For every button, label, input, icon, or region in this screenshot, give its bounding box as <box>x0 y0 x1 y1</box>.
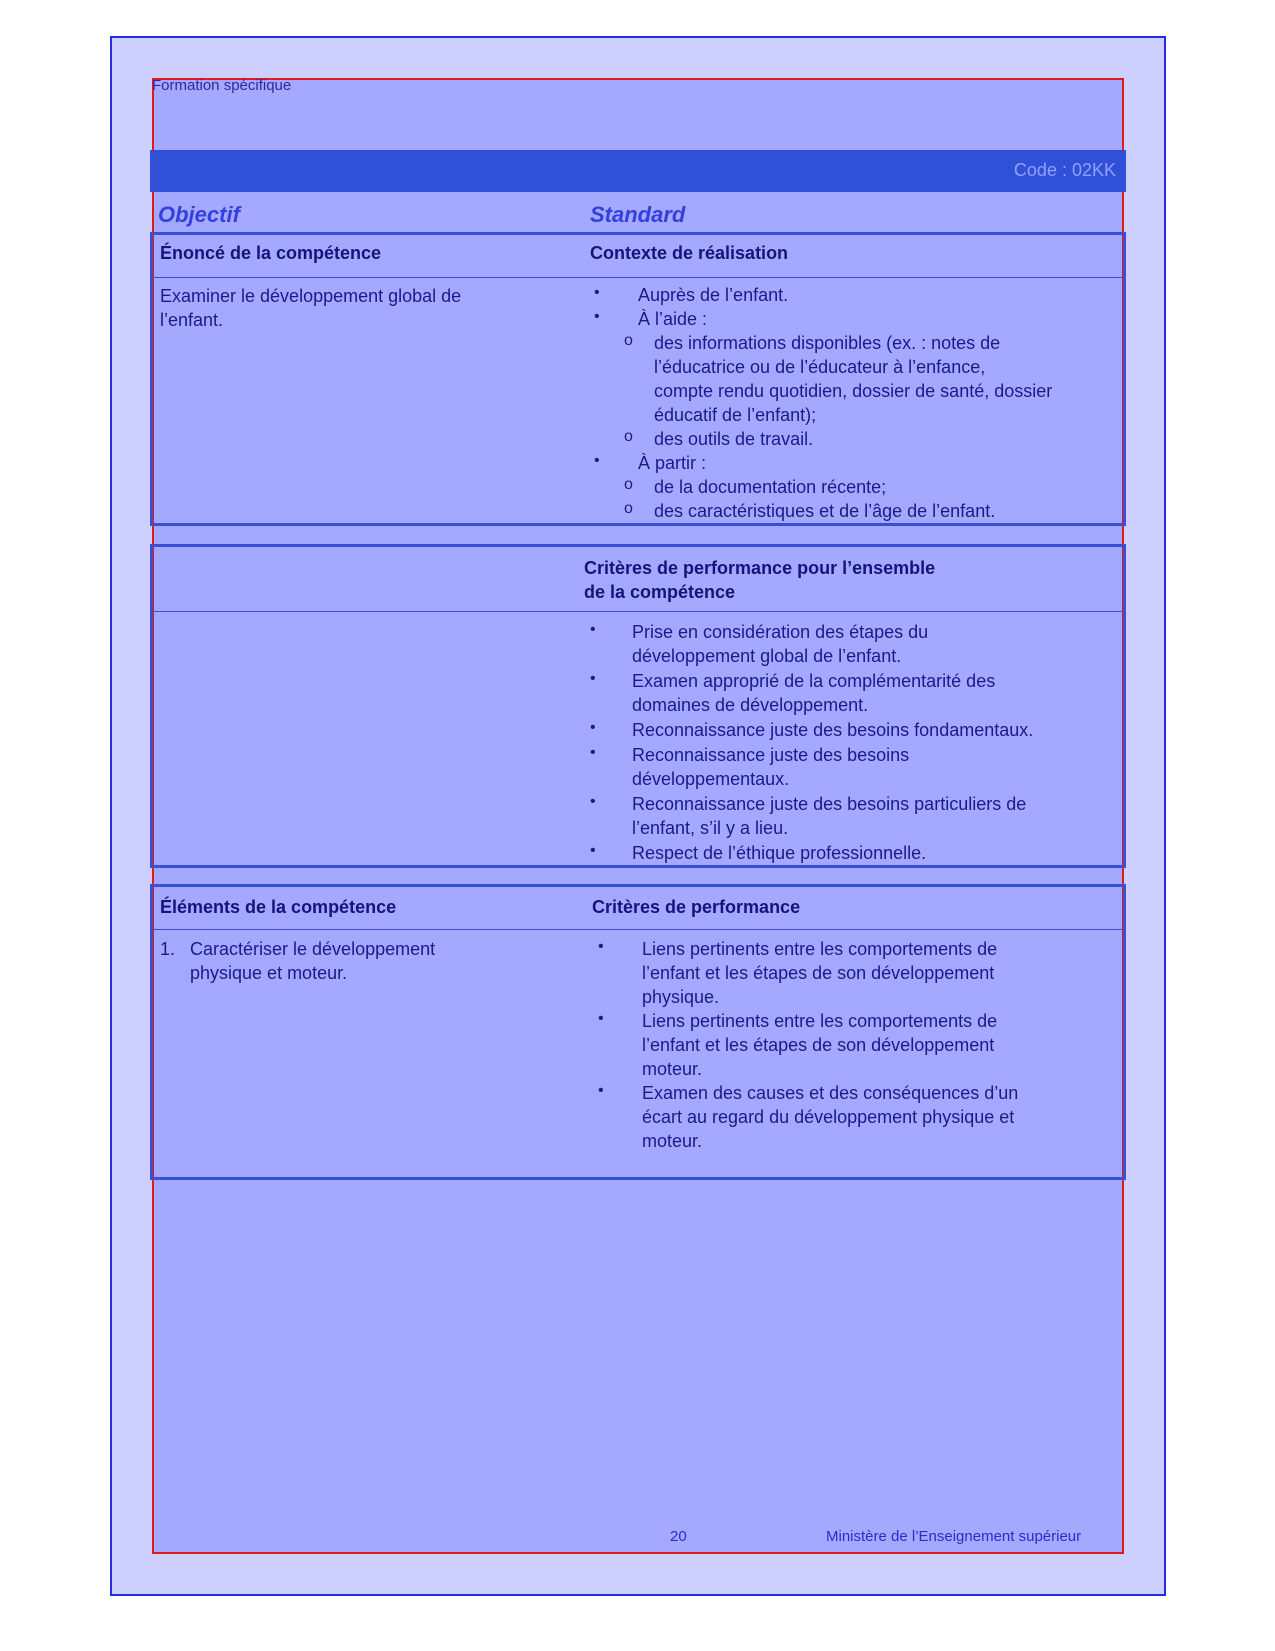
bullet-icon: • <box>590 842 596 859</box>
element-number: 1. <box>160 939 176 959</box>
overall-criterion-line: Reconnaissance juste des besoins fondamentaux. <box>632 720 1034 740</box>
performance-criterion-line: Liens pertinents entre les comportements de <box>642 1011 998 1031</box>
criteria-heading: Critères de performance <box>592 897 801 917</box>
performance-criterion-line: Examen des causes et des conséquences d’un <box>642 1083 1019 1103</box>
context-subitem-line: des caractéristiques et de l’âge de l’enfant. <box>654 501 996 521</box>
overall-criterion <box>632 792 1026 840</box>
performance-criterion-line: moteur. <box>642 1131 703 1151</box>
overall-criterion-line: développementaux. <box>632 769 790 789</box>
bullet-icon: • <box>598 1082 604 1099</box>
context-item: À partir : <box>638 453 707 473</box>
context-subitem-line: éducatif de l’enfant); <box>654 405 817 425</box>
overall-criterion <box>632 841 926 865</box>
performance-criterion <box>642 1009 997 1081</box>
footer-publisher: Ministère de l’Enseignement supérieur <box>826 1528 1082 1545</box>
context-subitem <box>654 499 1110 523</box>
program-code: Code : 02KK <box>1013 160 1116 180</box>
sub-bullet-icon: o <box>624 428 633 445</box>
context-subitem-line: l’éducatrice ou de l’éducateur à l’enfance, <box>654 357 986 377</box>
performance-criterion-line: l’enfant et les étapes de son développement <box>642 963 995 983</box>
performance-criterion <box>642 937 997 1009</box>
bullet-icon: • <box>594 308 600 325</box>
performance-criterion-line: moteur. <box>642 1059 703 1079</box>
performance-criterion-line: écart au regard du développement physique et <box>642 1107 1015 1127</box>
overall-criterion-line: Prise en considération des étapes du <box>632 622 929 642</box>
sub-bullet-icon: o <box>624 332 633 349</box>
bullet-icon: • <box>590 621 596 638</box>
objective-column-heading: Objectif <box>158 202 240 227</box>
bullet-icon: • <box>590 670 596 687</box>
sub-bullet-icon: o <box>624 476 633 493</box>
bullet-icon: • <box>598 1010 604 1027</box>
performance-criterion-line: physique. <box>642 987 720 1007</box>
code-band <box>150 150 1126 192</box>
context-item: Auprès de l’enfant. <box>638 285 789 305</box>
bullet-icon: • <box>594 452 600 469</box>
overall-criterion-line: Reconnaissance juste des besoins <box>632 745 910 765</box>
context-subitem <box>654 331 1110 427</box>
bullet-icon: • <box>594 284 600 301</box>
overall-criterion-line: Examen approprié de la complémentarité des <box>632 671 996 691</box>
context-subitem-line: des informations disponibles (ex. : notes de <box>654 333 1001 353</box>
overall-criterion-line: développement global de l’enfant. <box>632 646 902 666</box>
elements-heading: Éléments de la compétence <box>160 897 397 917</box>
performance-criterion-line: l’enfant et les étapes de son développement <box>642 1035 995 1055</box>
context-subitem-line: de la documentation récente; <box>654 477 887 497</box>
competency-statement: Examiner le développement global de l’enfant. <box>160 286 462 330</box>
overall-criterion-line: Respect de l’éthique professionnelle. <box>632 843 927 863</box>
statement-heading: Énoncé de la compétence <box>160 243 382 263</box>
running-head: Formation spécifique <box>152 77 292 94</box>
overall-criterion-line: Reconnaissance juste des besoins particuliers de <box>632 794 1027 814</box>
element-text: Caractériser le développement physique et moteur. <box>190 939 436 983</box>
performance-criterion <box>642 1081 1018 1153</box>
bullet-icon: • <box>598 938 604 955</box>
context-heading: Contexte de réalisation <box>590 243 789 263</box>
overall-criterion <box>632 743 909 791</box>
overall-criterion <box>632 669 995 717</box>
bullet-icon: • <box>590 719 596 736</box>
overall-criterion <box>632 718 1033 742</box>
overall-criterion-line: domaines de développement. <box>632 695 869 715</box>
overall-criterion <box>632 620 928 668</box>
context-subitem <box>654 475 1110 499</box>
context-subitem-line: compte rendu quotidien, dossier de santé, dossier <box>654 381 1053 401</box>
bullet-icon: • <box>590 744 596 761</box>
context-subitem <box>654 427 1110 451</box>
overall-criterion-line: l’enfant, s’il y a lieu. <box>632 818 789 838</box>
context-subitem-line: des outils de travail. <box>654 429 814 449</box>
standard-column-heading: Standard <box>590 202 686 227</box>
bullet-icon: • <box>590 793 596 810</box>
page-number: 20 <box>670 1528 687 1545</box>
context-item: À l’aide : <box>638 309 708 329</box>
performance-criterion-line: Liens pertinents entre les comportements de <box>642 939 998 959</box>
sub-bullet-icon: o <box>624 500 633 517</box>
overall-criteria-heading: Critères de performance pour l’ensemble de la compétence <box>584 558 936 602</box>
